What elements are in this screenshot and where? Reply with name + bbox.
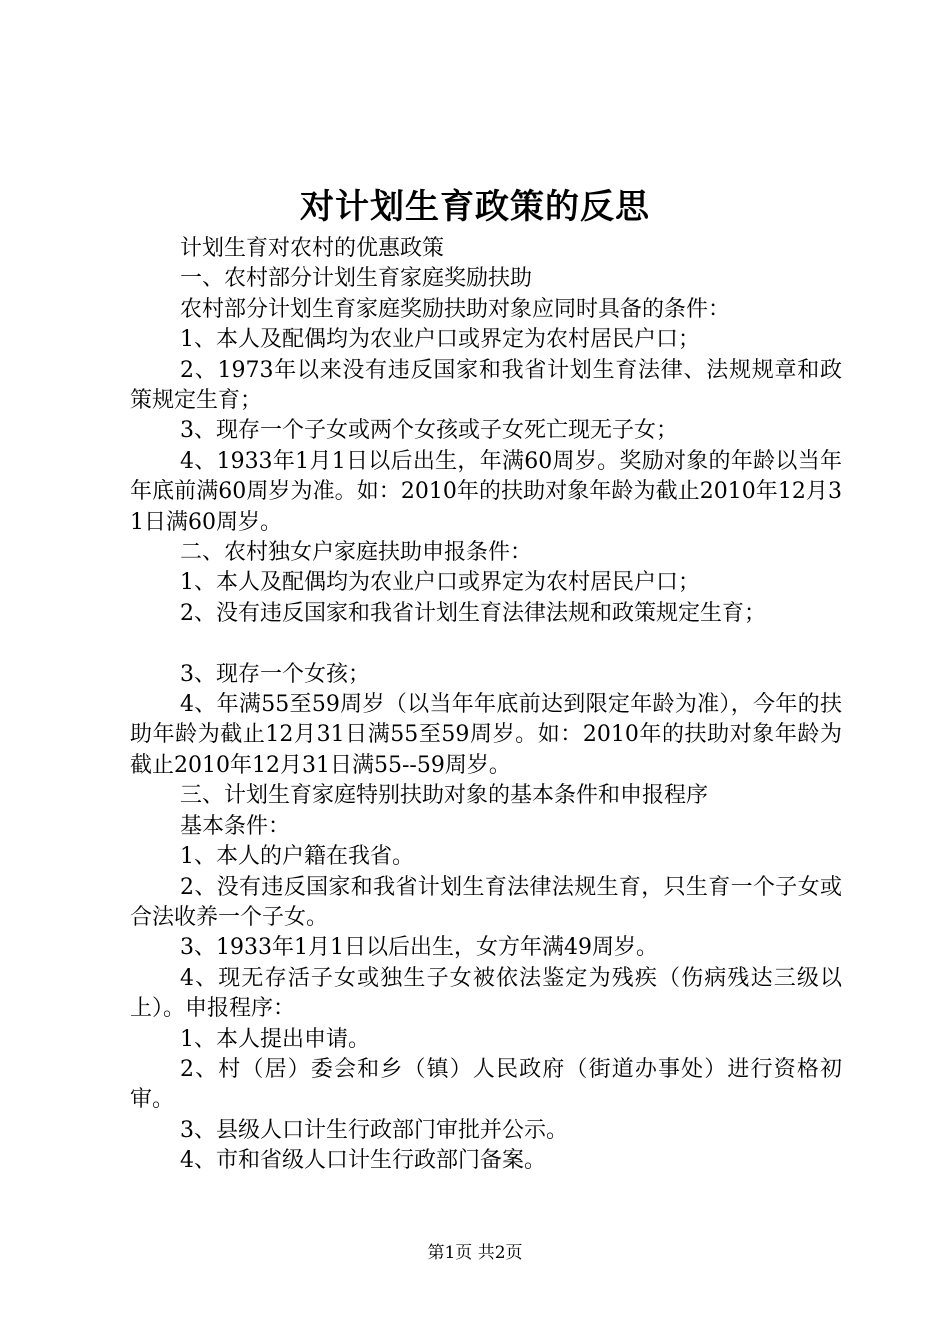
- paragraph-16: 2、没有违反国家和我省计划生育法律法规生育，只生育一个子女或合法收养一个子女。: [130, 874, 842, 930]
- paragraph-7: 4、1933年1月1日以后出生，年满60周岁。奖励对象的年龄以当年年底前满60周岁为准。如：2010年的扶助对象年龄为截止2010年12月31日满60周岁。: [130, 448, 842, 535]
- paragraph-10: 2、没有违反国家和我省计划生育法律法规和政策规定生育；: [180, 600, 766, 626]
- paragraph-14: 基本条件：: [180, 813, 291, 839]
- paragraph-4: 1、本人及配偶均为农业户口或界定为农村居民户口；: [180, 327, 700, 353]
- paragraph-5: 2、1973年以来没有违反国家和我省计划生育法律、法规规章和政策规定生育；: [130, 357, 842, 414]
- section-heading-1: 一、农村部分计划生育家庭奖励扶助: [180, 266, 533, 292]
- paragraph-11: 3、现存一个女孩；: [180, 661, 370, 687]
- document-title: 对计划生育政策的反思: [300, 187, 650, 227]
- paragraph-20: 2、村（居）委会和乡（镇）人民政府（街道办事处）进行资格初审。: [130, 1056, 842, 1113]
- paragraph-15: 1、本人的户籍在我省。: [180, 844, 414, 870]
- paragraph-1: 计划生育对农村的优惠政策: [180, 236, 445, 261]
- paragraph-3: 农村部分计划生育家庭奖励扶助对象应同时具备的条件：: [180, 296, 731, 322]
- section-heading-3: 三、计划生育家庭特别扶助对象的基本条件和申报程序: [180, 783, 709, 809]
- paragraph-18: 4、现无存活子女或独生子女被依法鉴定为残疾（伤病残达三级以上）。申报程序：: [130, 965, 842, 1022]
- paragraph-9: 1、本人及配偶均为农业户口或界定为农村居民户口；: [180, 570, 700, 596]
- paragraph-17: 3、1933年1月1日以后出生，女方年满49周岁。: [180, 935, 658, 961]
- page-footer: 第1页 共2页: [427, 1243, 523, 1263]
- paragraph-6: 3、现存一个子女或两个女孩或子女死亡现无子女；: [180, 418, 678, 444]
- paragraph-19: 1、本人提出申请。: [180, 1026, 370, 1052]
- blank-line: [130, 629, 842, 659]
- document-body: [130, 234, 842, 1177]
- paragraph-21: 3、县级人口计生行政部门审批并公示。: [180, 1117, 568, 1143]
- paragraph-22: 4、市和省级人口计生行政部门备案。: [180, 1148, 546, 1174]
- paragraph-12: 4、年满55至59周岁（以当年年底前达到限定年龄为准），今年的扶助年龄为截止12月31日满55至59周岁。如：2010年的扶助对象年龄为截止2010年12月31日满55--59周岁。: [130, 692, 842, 778]
- section-heading-2: 二、农村独女户家庭扶助申报条件：: [180, 540, 533, 566]
